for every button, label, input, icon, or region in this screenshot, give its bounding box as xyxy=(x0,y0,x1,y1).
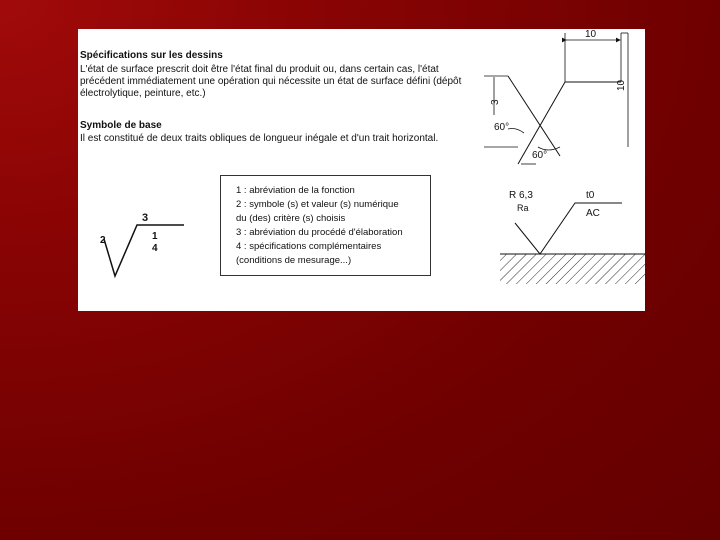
position-label-4: 4 xyxy=(152,243,158,254)
angle-label-left: 60° xyxy=(494,122,510,133)
criterion-subscript: Ra xyxy=(517,203,529,213)
dimension-right-height: 10 xyxy=(616,79,627,91)
position-label-2: 2 xyxy=(100,235,106,246)
legend-line-1: 1 : abréviation de la fonction xyxy=(236,185,355,196)
process-label: AC xyxy=(586,208,600,219)
dimension-left-height: 3 xyxy=(490,99,501,105)
position-label-3: 3 xyxy=(142,212,149,224)
surface-example-drawing xyxy=(78,29,645,311)
legend-line-4: 3 : abréviation du procédé d'élaboration xyxy=(236,227,403,238)
value-label: t0 xyxy=(586,190,595,201)
example-symbol-strokes xyxy=(515,203,622,254)
legend-line-3: du (des) critère (s) choisis xyxy=(236,213,346,224)
spec-text-line-2: précédent immédiatement une opération qui nécessite un état de surface défini (dépôt xyxy=(80,76,462,87)
symbol-description: Il est constitué de deux traits obliques de longueur inégale et d'un trait horizontal. xyxy=(80,133,439,144)
legend-line-5: 4 : spécifications complémentaires xyxy=(236,241,382,252)
spec-text-line-3: électrolytique, peinture, etc.) xyxy=(80,88,206,99)
position-label-1: 1 xyxy=(152,231,158,242)
dimension-top-width: 10 xyxy=(585,29,597,40)
heading-specifications: Spécifications sur les dessins xyxy=(80,50,223,61)
angle-label-bottom: 60° xyxy=(532,150,548,161)
hatched-surface xyxy=(500,254,645,284)
spec-text-line-1: L'état de surface prescrit doit être l'état final du produit ou, dans certain cas, l'état xyxy=(80,64,439,75)
criterion-label: R 6,3 xyxy=(509,190,533,201)
legend-line-2: 2 : symbole (s) et valeur (s) numérique xyxy=(236,199,399,210)
legend-line-6: (conditions de mesurage...) xyxy=(236,255,352,266)
slide-content-panel xyxy=(78,29,645,311)
heading-basic-symbol: Symbole de base xyxy=(80,120,162,131)
